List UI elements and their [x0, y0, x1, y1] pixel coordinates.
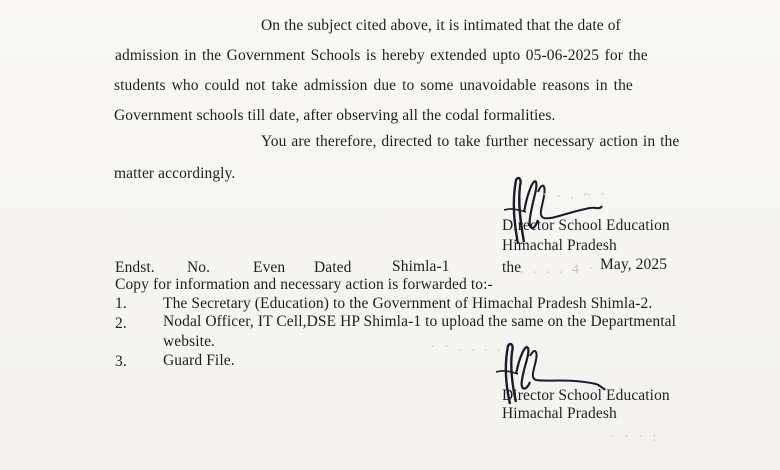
para1-line2: admission in the Government Schools is hereby extended upto 05-06-2025 for the [115, 47, 648, 64]
faint-marks: · · - . ~ · [528, 188, 609, 203]
para2-line1: You are therefore, directed to take further necessary action in the [261, 133, 680, 150]
list-item-text-cont: website. [163, 333, 216, 350]
list-item-number: 3. [115, 353, 127, 370]
list-item-number: 2. [115, 315, 127, 332]
para2-line2: matter accordingly. [114, 165, 236, 182]
para1-line4: Government schools till date, after observing all the codal formalities. [114, 107, 556, 124]
endst-the: the [502, 259, 522, 276]
endst-even: Even [253, 259, 286, 276]
copy-line: Copy for information and necessary action is forwarded to:- [115, 276, 493, 293]
list-item-number: 1. [115, 295, 127, 312]
signature1-state: Himachal Pradesh [502, 237, 617, 254]
list-item-text: The Secretary (Education) to the Government of Himachal Pradesh Shimla-2. [163, 295, 653, 312]
endst-label: Endst. [115, 259, 155, 276]
faint-marks: · · . . . . · · [430, 340, 533, 355]
faint-marks: . . . . 4 · · [520, 262, 611, 277]
para1-line3: students who could not take admission due to some unavoidable reasons in the [114, 77, 633, 94]
signature2-state: Himachal Pradesh [502, 405, 617, 422]
endst-dated: Dated [314, 259, 352, 276]
faint-marks: · · · : [610, 430, 660, 445]
signature1-title: Director School Education [502, 217, 670, 234]
para1-line1: On the subject cited above, it is intimated that the date of [261, 17, 621, 34]
signature2-title: Director School Education [502, 387, 670, 404]
list-item-text: Nodal Officer, IT Cell,DSE HP Shimla-1 to upload the same on the Departmental [163, 313, 677, 330]
list-item-text: Guard File. [163, 352, 235, 369]
endst-month-year: May, 2025 [600, 256, 668, 273]
endst-place: Shimla-1 [392, 258, 450, 275]
endst-no: No. [187, 259, 211, 276]
